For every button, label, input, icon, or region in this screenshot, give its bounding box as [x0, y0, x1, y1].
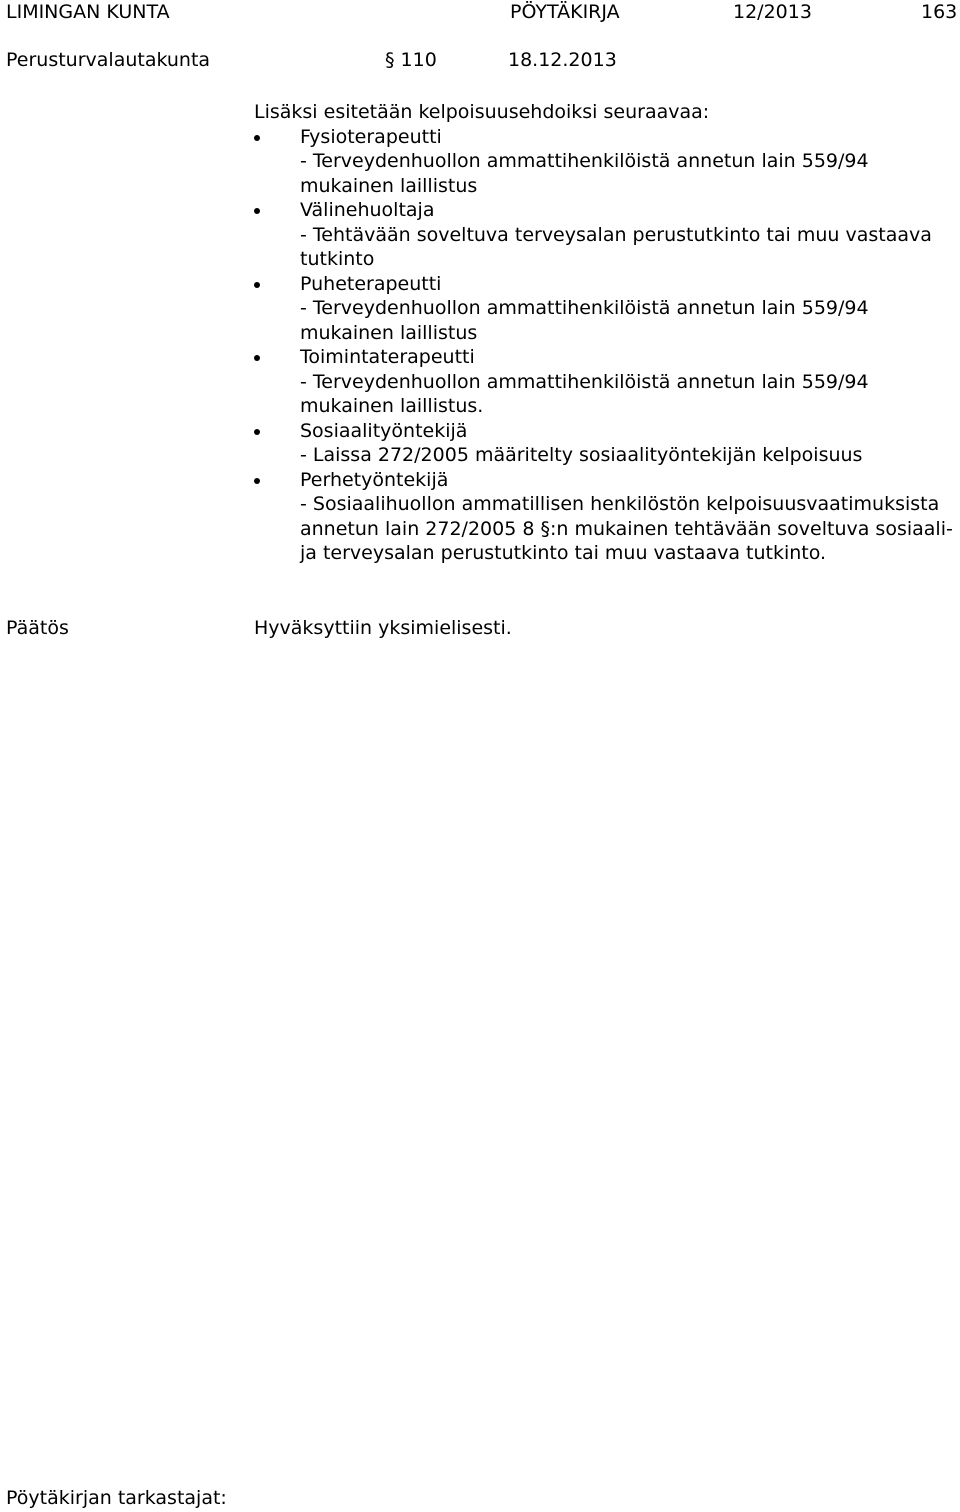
list-item	[254, 345, 960, 419]
bullet-icon	[254, 282, 260, 288]
section-number: 110	[400, 49, 437, 71]
bullet-icon	[254, 355, 260, 361]
bullet-icon	[254, 478, 260, 484]
decision-text: Hyväksyttiin yksimielisesti.	[254, 617, 512, 639]
item-title: Fysioterapeutti	[300, 125, 442, 148]
item-description: - Sosiaalihuollon ammatillisen henkilöstön kelpoisuusvaatimuksista annetun lain 272/2005 8 §:n mukainen tehtävään soveltuva sosiaali- ja terveysalan perustutkinto tai muu vastaava tutkinto.	[300, 493, 953, 564]
committee-name: Perusturvalautakunta	[6, 49, 211, 71]
item-title: Perhetyöntekijä	[300, 468, 449, 491]
list-item	[254, 468, 960, 566]
section-sign: §	[385, 49, 395, 71]
item-description: - Terveydenhuollon ammattihenkilöistä annetun lain 559/94 mukainen laillistus	[300, 297, 869, 344]
item-description: - Tehtävään soveltuva terveysalan perustutkinto tai muu vastaava tutkinto	[300, 223, 932, 270]
bullet-icon	[254, 135, 260, 141]
bullet-icon	[254, 208, 260, 214]
item-description: - Laissa 272/2005 määritelty sosiaalityöntekijän kelpoisuus	[300, 444, 863, 466]
issue-number: 12/2013	[733, 1, 812, 23]
item-description: - Terveydenhuollon ammattihenkilöistä annetun lain 559/94 mukainen laillistus.	[300, 370, 869, 417]
document-type: PÖYTÄKIRJA	[510, 1, 620, 23]
qualification-list	[254, 125, 960, 566]
item-title: Puheterapeutti	[300, 272, 442, 295]
item-description: - Terveydenhuollon ammattihenkilöistä annetun lain 559/94 mukainen laillistus	[300, 150, 869, 197]
municipality-name: LIMINGAN KUNTA	[6, 1, 170, 23]
page-number: 163	[921, 1, 958, 23]
list-item	[254, 125, 960, 199]
item-title: Toimintaterapeutti	[300, 346, 475, 368]
list-item	[254, 198, 960, 272]
list-item	[254, 272, 960, 346]
decision-label: Päätös	[6, 617, 69, 639]
meeting-date: 18.12.2013	[508, 49, 617, 71]
intro-text: Lisäksi esitetään kelpoisuusehdoiksi seuraavaa:	[254, 101, 710, 123]
item-title: Sosiaalityöntekijä	[300, 419, 468, 442]
list-item	[254, 419, 960, 468]
proposal-content	[254, 100, 960, 566]
bullet-icon	[254, 429, 260, 435]
section-reference	[385, 48, 437, 72]
item-title: Välinehuoltaja	[300, 199, 435, 221]
minutes-reviewers-label: Pöytäkirjan tarkastajat:	[6, 1487, 227, 1509]
